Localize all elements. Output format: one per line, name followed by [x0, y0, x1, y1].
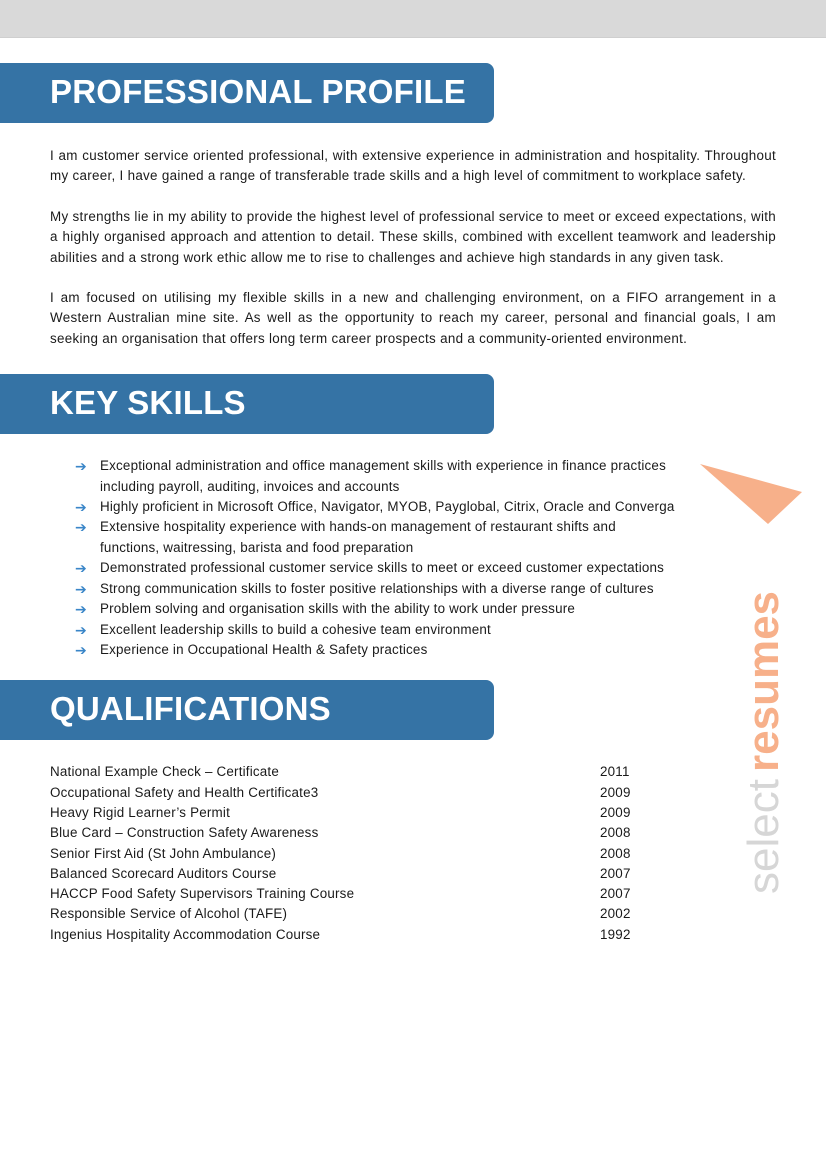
qualification-year: 2009: [600, 784, 631, 800]
list-item: [75, 497, 675, 517]
resume-page: [0, 38, 826, 945]
qualification-year: 1992: [600, 926, 631, 942]
skill-text: Demonstrated professional customer service skills to meet or exceed customer expectations: [100, 560, 665, 576]
qualification-name: Heavy Rigid Learner’s Permit: [50, 804, 230, 820]
checkmark-icon: [700, 464, 802, 524]
qualification-name: Responsible Service of Alcohol (TAFE): [50, 906, 288, 922]
skill-text: Problem solving and organisation skills with the ability to work under pressure: [100, 601, 576, 617]
qualification-year: 2008: [600, 845, 631, 861]
qualification-name: Blue Card – Construction Safety Awareness: [50, 825, 319, 841]
qualification-name: Ingenius Hospitality Accommodation Course: [50, 926, 321, 942]
qualification-year: 2009: [600, 804, 631, 820]
arrow-right-icon: ➔: [75, 560, 87, 577]
qualification-row: [50, 783, 650, 803]
profile-paragraph-1: I am customer service oriented professional, with extensive experience in administration and hospitality. Throughout my career, I have gained a range of transferable trade skills and a high level of commitment to workplace safety.: [50, 148, 776, 184]
watermark-text-bold: resumes: [739, 590, 788, 772]
qualification-name: Balanced Scorecard Auditors Course: [50, 865, 277, 881]
qualification-row: [50, 884, 650, 904]
list-item: [75, 620, 675, 640]
arrow-right-icon: ➔: [75, 499, 87, 516]
watermark-text-light: select: [739, 779, 788, 894]
qualification-year: 2007: [600, 886, 631, 902]
qualification-year: 2011: [600, 764, 630, 780]
arrow-right-icon: ➔: [75, 519, 87, 536]
skill-text: Strong communication skills to foster positive relationships with a diverse range of cultures: [100, 580, 654, 596]
qualification-row: [50, 844, 650, 864]
qualification-year: 2007: [600, 865, 631, 881]
list-item: [75, 640, 675, 660]
list-item: [75, 579, 675, 599]
key-skills-list: [75, 456, 675, 660]
page-top-band: [0, 0, 826, 38]
section-heading-professional-profile: [0, 63, 494, 123]
qualification-name: Occupational Safety and Health Certificate3: [50, 784, 319, 800]
skill-text: Experience in Occupational Health & Safety practices: [100, 641, 428, 657]
skill-text: Extensive hospitality experience with hands-on management of restaurant shifts and functions, waitressing, barista and food preparation: [100, 519, 616, 555]
qualification-row: [50, 823, 650, 843]
qualifications-list: [50, 762, 650, 945]
profile-paragraph-2: My strengths lie in my ability to provide the highest level of professional service to meet or exceed expectations, with a highly organised approach and attention to detail. These skills, combined with excellent teamwork and leadership abilities and a strong work ethic allow me to rise to challenges and achieve high standards in any given task.: [50, 208, 776, 265]
list-item: [75, 558, 675, 578]
qualification-row: [50, 762, 650, 782]
section-title: KEY SKILLS: [50, 384, 246, 422]
arrow-right-icon: ➔: [75, 580, 87, 597]
qualification-name: National Example Check – Certificate: [50, 764, 279, 780]
skill-text: Highly proficient in Microsoft Office, Navigator, MYOB, Payglobal, Citrix, Oracle and Converga: [100, 499, 675, 515]
watermark-logo: [690, 458, 810, 898]
qualification-row: [50, 904, 650, 924]
list-item: [75, 599, 675, 619]
profile-body: [0, 123, 826, 374]
section-heading-qualifications: [0, 680, 494, 740]
qualification-name: HACCP Food Safety Supervisors Training Course: [50, 886, 355, 902]
arrow-right-icon: ➔: [75, 641, 87, 658]
qualification-name: Senior First Aid (St John Ambulance): [50, 845, 277, 861]
qualification-year: 2002: [600, 906, 631, 922]
skill-text: Exceptional administration and office management skills with experience in finance practices including payroll, auditing, invoices and accounts: [100, 458, 666, 494]
qualification-row: [50, 864, 650, 884]
list-item: [75, 517, 675, 558]
qualification-row: [50, 803, 650, 823]
section-title: PROFESSIONAL PROFILE: [50, 73, 466, 111]
list-item: [75, 456, 675, 497]
section-heading-key-skills: [0, 374, 494, 434]
profile-paragraph-3: I am focused on utilising my flexible skills in a new and challenging environment, on a FIFO arrangement in a Western Australian mine site. As well as the opportunity to reach my career, personal and financial goals, I am seeking an organisation that offers long term career prospects and a community-oriented environment.: [50, 290, 776, 346]
skill-text: Excellent leadership skills to build a cohesive team environment: [100, 621, 491, 637]
qualification-row: [50, 925, 650, 945]
arrow-right-icon: ➔: [75, 621, 87, 638]
arrow-right-icon: ➔: [75, 601, 87, 618]
arrow-right-icon: ➔: [75, 458, 87, 475]
qualification-year: 2008: [600, 825, 631, 841]
section-title: QUALIFICATIONS: [50, 690, 331, 728]
